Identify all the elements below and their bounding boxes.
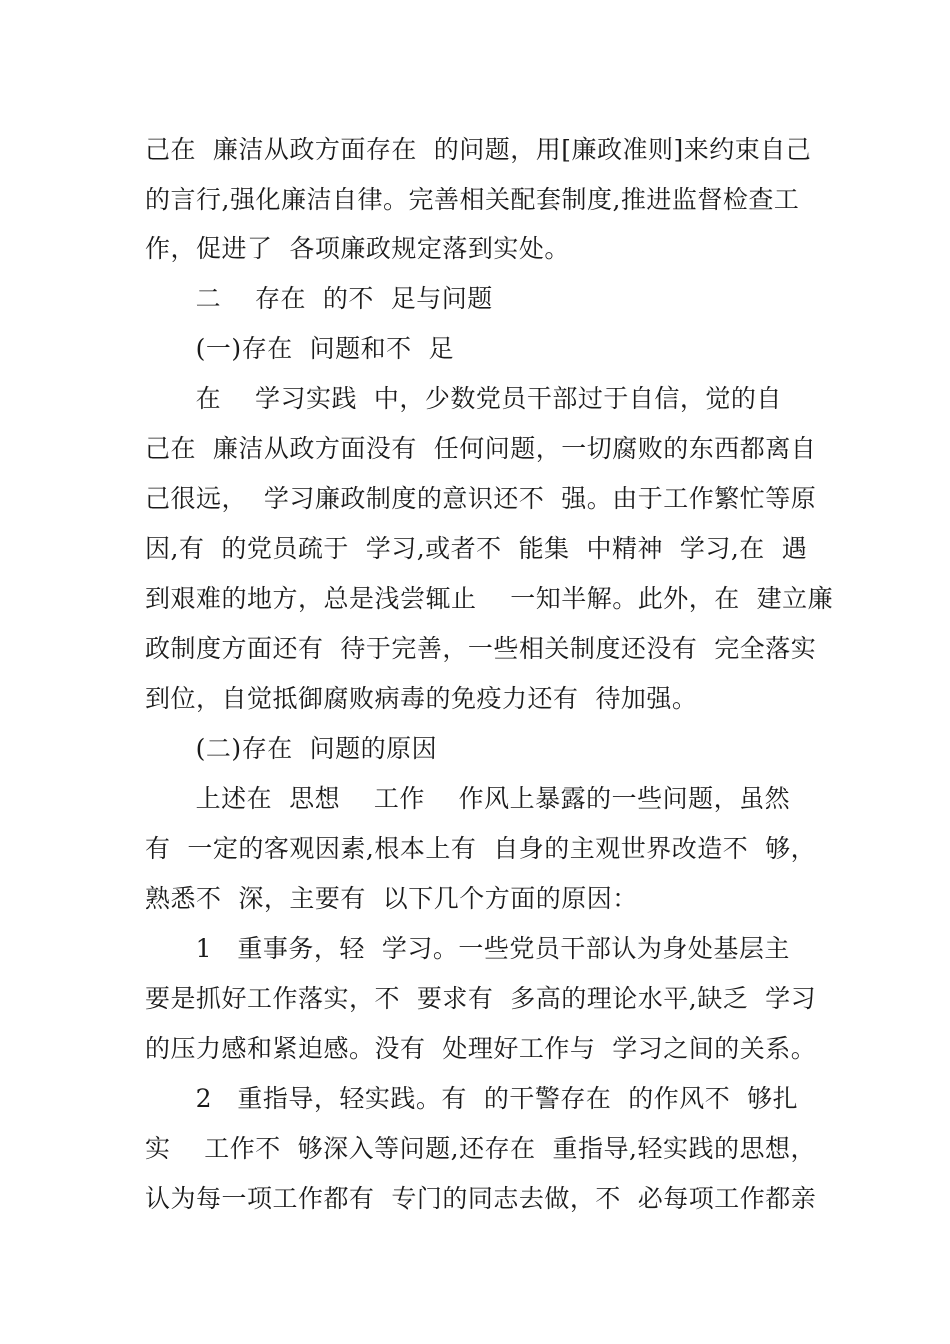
text-line: 实 工作不 够深入等问题,还存在 重指导,轻实践的思想， [145, 1134, 816, 1163]
subsection-heading: (一)存在 问题和不 足 [145, 334, 454, 363]
text-line: 要是抓好工作落实，不 要求有 多高的理论水平,缺乏 学习 [145, 984, 817, 1013]
text-line: 政制度方面还有 待于完善，一些相关制度还没有 完全落实 [145, 634, 817, 663]
text-line: 认为每一项工作都有 专门的同志去做，不 必每项工作都亲 [145, 1184, 817, 1213]
text-line: 2 重指导，轻实践。有 的干警存在 的作风不 够扎 [145, 1084, 799, 1113]
text-line: 己在 廉洁从政方面没有 任何问题，一切腐败的东西都离自 [145, 434, 817, 463]
text-line: 1 重事务，轻 学习。一些党员干部认为身处基层主 [145, 934, 790, 963]
text-line: 作，促进了 各项廉政规定落到实处。 [145, 234, 570, 263]
text-line: 的言行,强化廉洁自律。完善相关配套制度,推进监督检查工 [145, 185, 800, 214]
text-line: 因,有 的党员疏于 学习,或者不 能集 中精神 学习,在 遇 [145, 534, 808, 563]
text-line: 上述在 思想 工作 作风上暴露的一些问题，虽然 [145, 784, 791, 813]
text-line: 的压力感和紧迫感。没有 处理好工作与 学习之间的关系。 [145, 1034, 817, 1063]
text-line: 己在 廉洁从政方面存在 的问题，用[廉政准则]来约束自己 [145, 135, 812, 164]
text-line: 己很远， 学习廉政制度的意识还不 强。由于工作繁忙等原 [145, 484, 817, 513]
text-line: 熟悉不 深，主要有 以下几个方面的原因： [145, 884, 638, 913]
subsection-heading: (二)存在 问题的原因 [145, 734, 438, 763]
section-heading: 二 存在 的不 足与问题 [145, 284, 493, 313]
text-line: 在 学习实践 中，少数党员干部过于自信，觉的自 [145, 384, 782, 413]
text-line: 到艰难的地方，总是浅尝辄止 一知半解。此外，在 建立廉 [145, 584, 834, 613]
text-line: 到位，自觉抵御腐败病毒的免疫力还有 待加强。 [145, 684, 698, 713]
text-line: 有 一定的客观因素,根本上有 自身的主观世界改造不 够， [145, 834, 817, 863]
